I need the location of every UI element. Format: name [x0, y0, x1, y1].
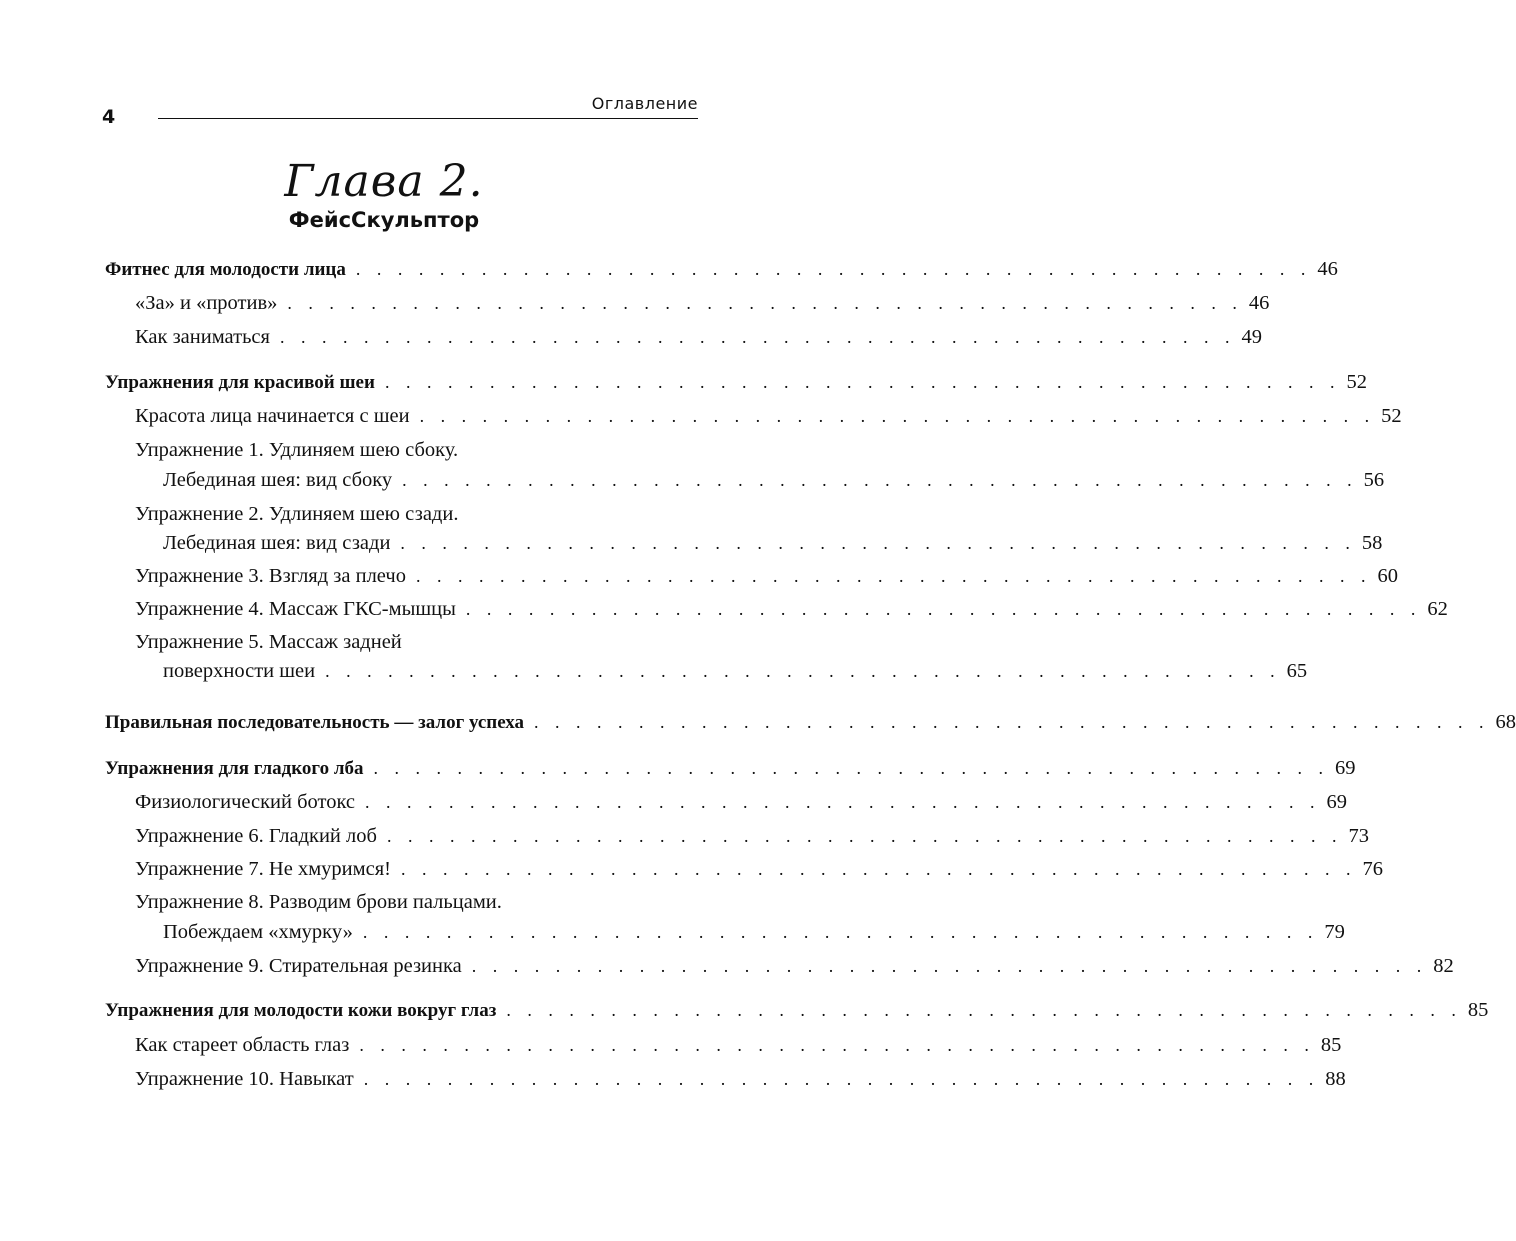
toc-entry-page: 85: [1467, 999, 1489, 1021]
toc-entry-title: Упражнение 10. Навыкат: [135, 1068, 354, 1090]
toc-entry-page: 46: [1248, 292, 1270, 314]
toc-entry-title: Правильная последовательность — залог успеха: [105, 712, 525, 733]
toc-entry-line1: Упражнение 1. Удлиняем шею сбоку.: [135, 439, 459, 461]
toc-entry-title: Упражнения для гладкого лба: [105, 758, 364, 779]
toc-entry-title: «За» и «против»: [135, 292, 278, 314]
toc-entry-section: [105, 369, 1367, 396]
toc-entry: [135, 953, 1454, 979]
dot-leader: . . . . . . . . . . . . . . . . . . . . . . . . . . . . . . . . . . . . . . . . . . . . . .: [402, 470, 1358, 490]
dot-leader: . . . . . . . . . . . . . . . . . . . . . . . . . . . . . . . . . . . . . . . . . . . . . .: [363, 1069, 1320, 1089]
toc-entry-title: Красота лица начинается с шеи: [135, 405, 410, 427]
dot-leader: . . . . . . . . . . . . . . . . . . . . . . . . . . . . . . . . . . . . . . . . . . . . . .: [386, 826, 1343, 846]
toc-entry-section: [105, 755, 1356, 782]
running-title: Оглавление: [158, 94, 698, 119]
toc-entry-title: Лебединая шея: вид сзади: [163, 532, 391, 554]
dot-leader: . . . . . . . . . . . . . . . . . . . . . . . . . . . . . . . . . . . . . . . . . . . . . .: [384, 372, 1341, 392]
toc-entry-title: Упражнение 9. Стирательная резинка: [135, 955, 462, 977]
dot-leader: . . . . . . . . . . . . . . . . . . . . . . . . . . . . . . . . . . . . . . . . . . . . . .: [355, 259, 1312, 279]
toc-entry-page: 49: [1241, 326, 1262, 348]
toc-entry-page: 62: [1427, 598, 1448, 620]
toc-entry-line1: Упражнение 2. Удлиняем шею сзади.: [135, 503, 459, 525]
toc-entry-page: 68: [1495, 711, 1516, 733]
toc-entry-title: Физиологический ботокс: [135, 791, 356, 813]
toc-entry: [135, 1066, 1346, 1092]
toc-entry-title: Лебединая шея: вид сбоку: [163, 469, 393, 491]
toc-entry-title: Как заниматься: [135, 326, 270, 348]
toc-entry-title: Упражнения для молодости кожи вокруг глаз: [105, 1000, 497, 1021]
dot-leader: . . . . . . . . . . . . . . . . . . . . . . . . . . . . . . . . . . . . . . . . . . . . . .: [365, 792, 1321, 812]
toc-entry-page: 85: [1320, 1034, 1342, 1056]
dot-leader: . . . . . . . . . . . . . . . . . . . . . . . . . . . . . . . . . . . . . . . . . . . . . .: [415, 566, 1372, 586]
toc-entry-page: 60: [1377, 565, 1398, 587]
toc-entry-title: Упражнение 4. Массаж ГКС-мышцы: [135, 598, 456, 620]
toc-entry: [163, 467, 1385, 493]
toc-entry-section: [105, 709, 1516, 736]
toc-entry: [135, 789, 1348, 815]
page-number: 4: [102, 106, 116, 128]
chapter-title: Глава 2.: [284, 156, 484, 207]
toc-entry: [163, 919, 1345, 945]
toc-entry-page: 52: [1346, 371, 1367, 393]
dot-leader: . . . . . . . . . . . . . . . . . . . . . . . . . . . . . . . . . . . . . . . . . . . . . .: [362, 922, 1319, 942]
toc-entry-page: 65: [1286, 660, 1308, 682]
toc-entry-page: 46: [1317, 258, 1338, 280]
toc-entry-page: 52: [1381, 405, 1402, 427]
toc-entry-title: Как стареет область глаз: [135, 1034, 350, 1056]
toc-entry: [135, 856, 1383, 882]
dot-leader: . . . . . . . . . . . . . . . . . . . . . . . . . . . . . . . . . . . . . . . . . . . . . .: [465, 599, 1422, 619]
toc-entry-page: 76: [1362, 858, 1383, 880]
toc-entry: [135, 403, 1402, 429]
dot-leader: . . . . . . . . . . . . . . . . . . . . . . . . . . . . . . . . . . . . . . . . . . . . . .: [400, 859, 1357, 879]
toc-entry-title: Побеждаем «хмурку»: [163, 921, 353, 943]
chapter-subtitle: ФейсСкульптор: [288, 208, 480, 232]
toc-entry-title: Фитнес для молодости лица: [105, 259, 346, 280]
toc-entry: [135, 563, 1398, 589]
toc-entry: [163, 658, 1308, 684]
toc-entry-page: 69: [1326, 791, 1348, 813]
toc-entry-page: 82: [1433, 955, 1454, 977]
dot-leader: . . . . . . . . . . . . . . . . . . . . . . . . . . . . . . . . . . . . . . . . . . . . . .: [287, 293, 1243, 313]
dot-leader: . . . . . . . . . . . . . . . . . . . . . . . . . . . . . . . . . . . . . . . . . . . . . .: [400, 533, 1356, 553]
toc-entry-title: Упражнения для красивой шеи: [105, 372, 375, 393]
toc-entry: [163, 530, 1383, 556]
dot-leader: . . . . . . . . . . . . . . . . . . . . . . . . . . . . . . . . . . . . . . . . . . . . . .: [534, 712, 1490, 732]
toc-entry-page: 79: [1324, 921, 1345, 943]
toc-entry-page: 73: [1348, 825, 1369, 847]
dot-leader: . . . . . . . . . . . . . . . . . . . . . . . . . . . . . . . . . . . . . . . . . . . . . .: [506, 1000, 1462, 1020]
dot-leader: . . . . . . . . . . . . . . . . . . . . . . . . . . . . . . . . . . . . . . . . . . . . . .: [325, 661, 1281, 681]
toc-entry: [135, 290, 1270, 316]
toc-entry-title: поверхности шеи: [163, 660, 316, 682]
toc-entry-title: Упражнение 3. Взгляд за плечо: [135, 565, 406, 587]
toc-entry: [135, 596, 1448, 622]
toc-entry-title: Упражнение 7. Не хмуримся!: [135, 858, 391, 880]
toc-entry-line1: Упражнение 5. Массаж задней: [135, 631, 402, 653]
toc-entry-page: 58: [1361, 532, 1383, 554]
dot-leader: . . . . . . . . . . . . . . . . . . . . . . . . . . . . . . . . . . . . . . . . . . . . . .: [373, 758, 1329, 778]
dot-leader: . . . . . . . . . . . . . . . . . . . . . . . . . . . . . . . . . . . . . . . . . . . . . .: [279, 327, 1236, 347]
toc-entry: [135, 324, 1262, 350]
toc-entry-line1: Упражнение 8. Разводим брови пальцами.: [135, 891, 502, 913]
toc-entry-page: 88: [1325, 1068, 1346, 1090]
toc-entry-page: 69: [1334, 757, 1356, 779]
toc-entry: [135, 823, 1369, 849]
toc-entry: [135, 1032, 1342, 1058]
dot-leader: . . . . . . . . . . . . . . . . . . . . . . . . . . . . . . . . . . . . . . . . . . . . . .: [359, 1035, 1315, 1055]
dot-leader: . . . . . . . . . . . . . . . . . . . . . . . . . . . . . . . . . . . . . . . . . . . . . .: [471, 956, 1428, 976]
toc-entry-section: [105, 997, 1489, 1024]
toc-entry-title: Упражнение 6. Гладкий лоб: [135, 825, 377, 847]
toc-entry-section: [105, 256, 1338, 283]
toc-entry-page: 56: [1363, 469, 1385, 491]
dot-leader: . . . . . . . . . . . . . . . . . . . . . . . . . . . . . . . . . . . . . . . . . . . . . .: [419, 406, 1376, 426]
